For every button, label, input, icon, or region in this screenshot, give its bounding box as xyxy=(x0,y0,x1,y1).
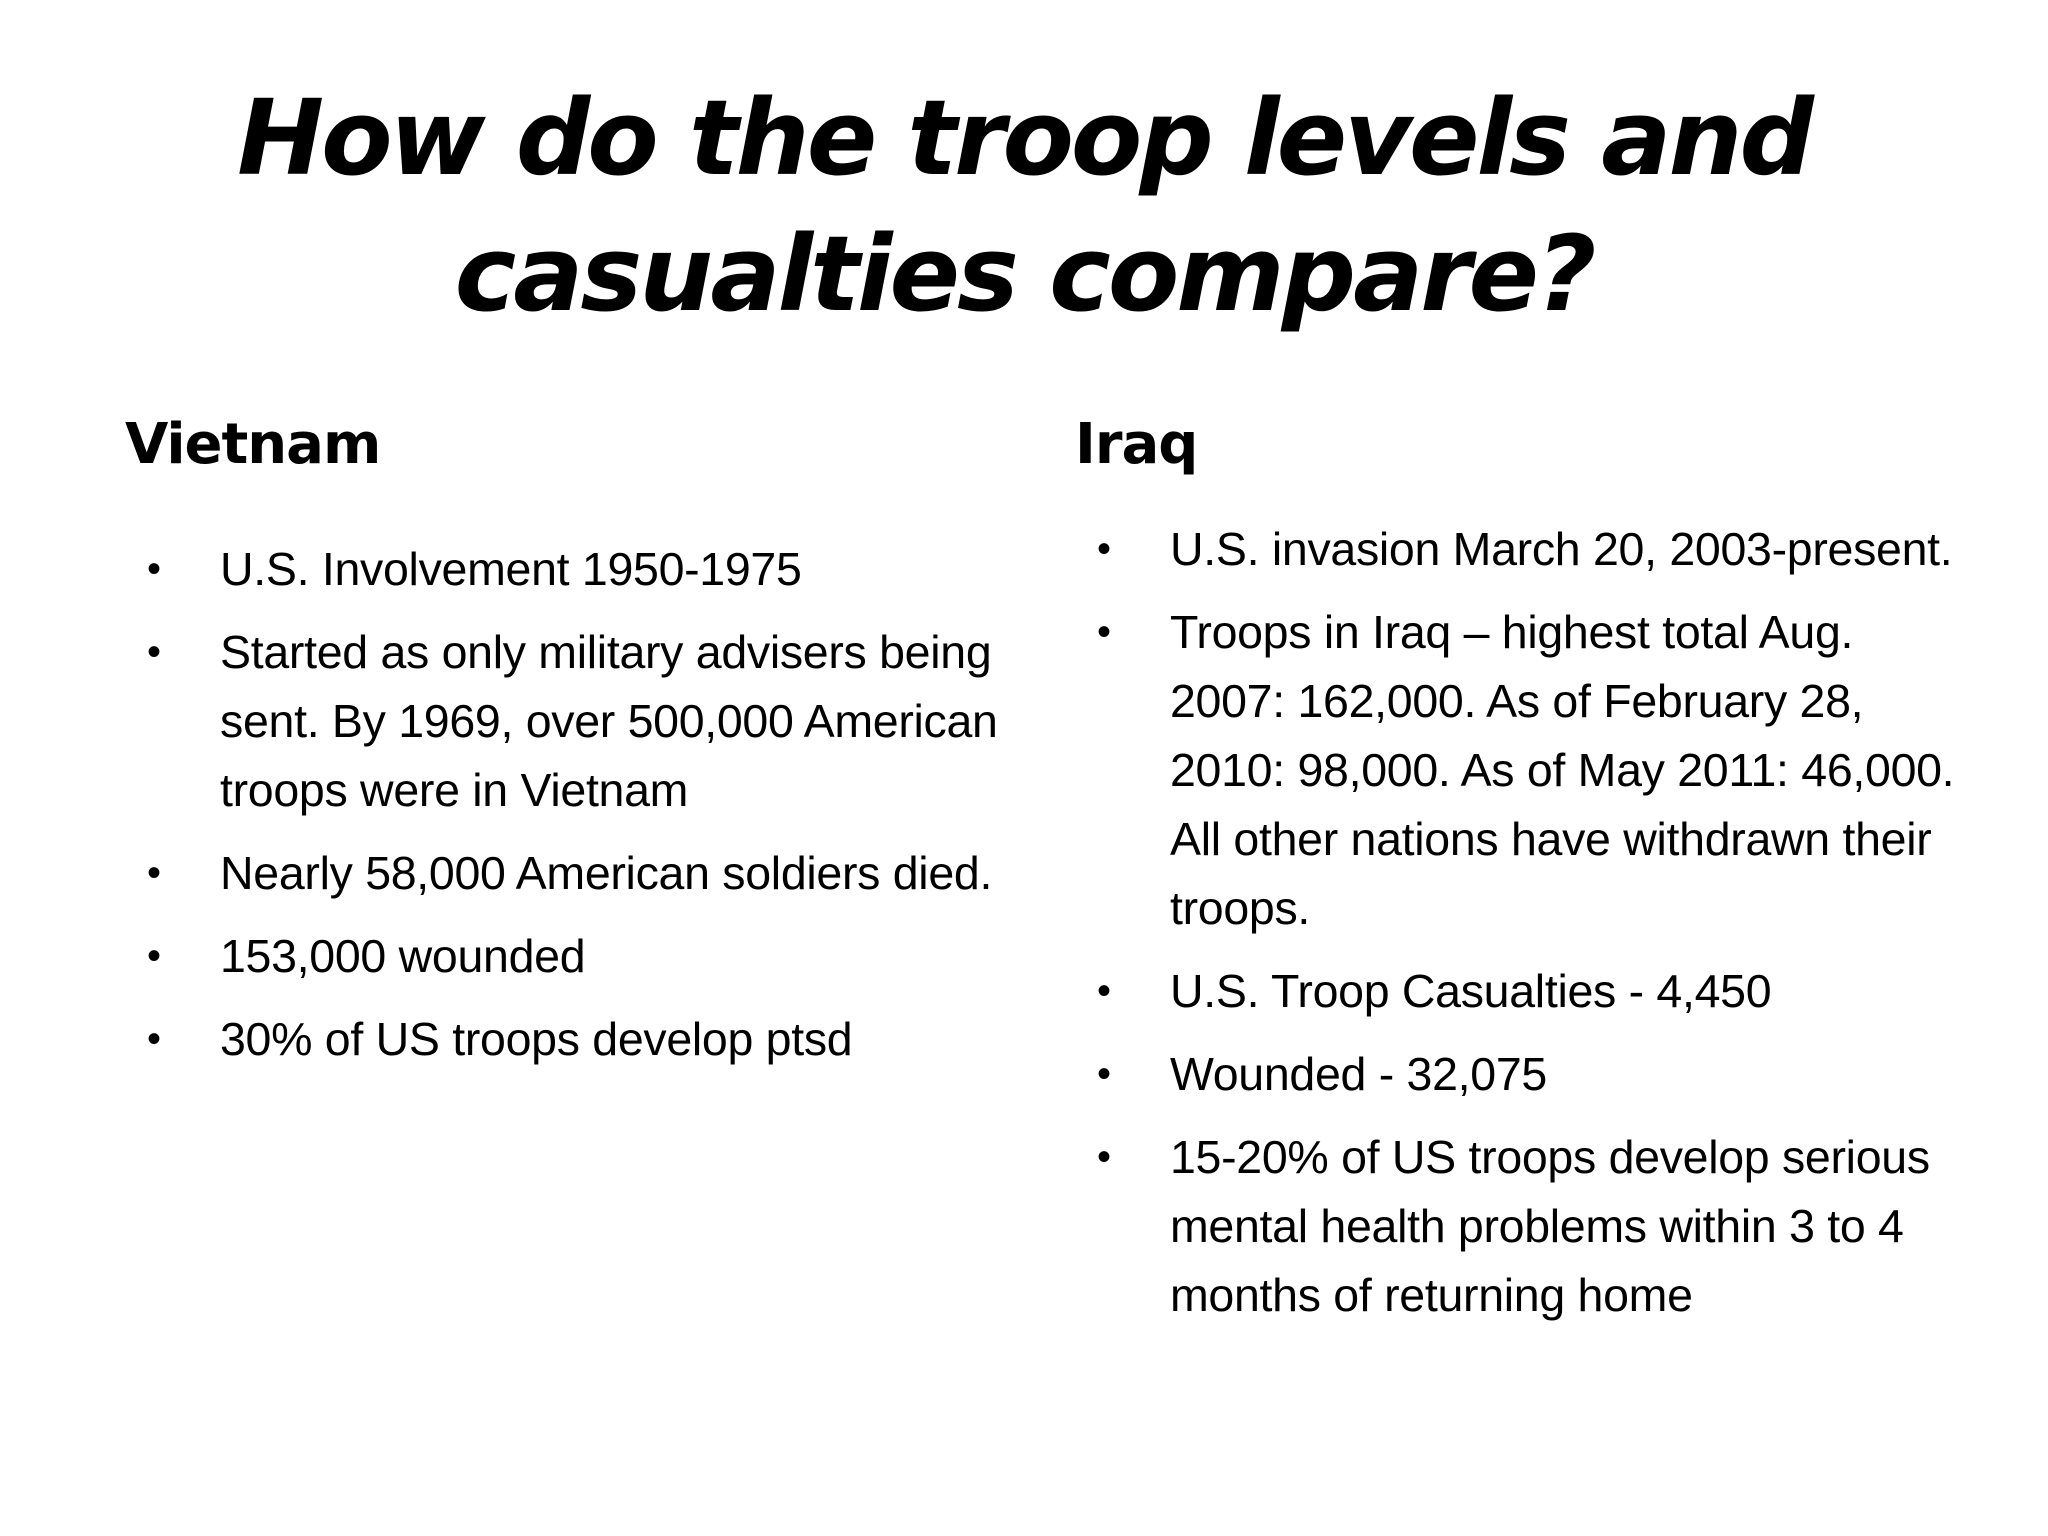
bullet-dot-icon: • xyxy=(1097,527,1111,571)
slide-title-line-1: How do the troop levels and xyxy=(237,77,1811,199)
bullet-dot-icon: • xyxy=(147,934,161,978)
bullet-text: 15-20% of US troops develop serious mental health problems within 3 to 4 months of returning home xyxy=(1170,1131,1930,1321)
bullet-text: Nearly 58,000 American soldiers died. xyxy=(220,847,993,899)
vietnam-column xyxy=(125,405,1025,1088)
list-item xyxy=(1075,515,1975,584)
vietnam-heading: Vietnam xyxy=(125,412,381,477)
bullet-dot-icon: • xyxy=(147,547,161,591)
list-item xyxy=(1075,957,1975,1026)
bullet-text: 153,000 wounded xyxy=(220,930,586,982)
bullet-text: 30% of US troops develop ptsd xyxy=(220,1013,853,1065)
bullet-text: Started as only military advisers being sent. By 1969, over 500,000 American troops were in Vietnam xyxy=(220,626,998,816)
list-item xyxy=(125,1005,1025,1074)
list-item xyxy=(1075,1040,1975,1109)
iraq-bullet-list xyxy=(1075,515,1975,1330)
list-item xyxy=(125,535,1025,604)
list-item xyxy=(1075,598,1975,943)
vietnam-bullet-list xyxy=(125,535,1025,1074)
slide-title-line-2: casualties compare? xyxy=(454,213,1594,335)
bullet-text: U.S. Troop Casualties - 4,450 xyxy=(1170,965,1772,1017)
bullet-dot-icon: • xyxy=(1097,969,1111,1013)
bullet-text: U.S. Involvement 1950-1975 xyxy=(220,543,802,595)
list-item xyxy=(125,922,1025,991)
list-item xyxy=(125,618,1025,825)
list-item xyxy=(125,839,1025,908)
bullet-dot-icon: • xyxy=(147,630,161,674)
iraq-column xyxy=(1075,405,1975,1344)
list-item xyxy=(1075,1123,1975,1330)
bullet-text: U.S. invasion March 20, 2003-present. xyxy=(1170,523,1953,575)
bullet-dot-icon: • xyxy=(147,1017,161,1061)
bullet-dot-icon: • xyxy=(1097,610,1111,654)
bullet-dot-icon: • xyxy=(1097,1052,1111,1096)
bullet-dot-icon: • xyxy=(147,851,161,895)
bullet-text: Troops in Iraq – highest total Aug. 2007: 162,000. As of February 28, 2010: 98,000. As of May 2011: 46,000. All other nations have withdrawn their troops. xyxy=(1170,606,1955,934)
iraq-heading: Iraq xyxy=(1075,412,1198,477)
bullet-dot-icon: • xyxy=(1097,1135,1111,1179)
bullet-text: Wounded - 32,075 xyxy=(1170,1048,1547,1100)
slide-title xyxy=(160,70,1888,342)
